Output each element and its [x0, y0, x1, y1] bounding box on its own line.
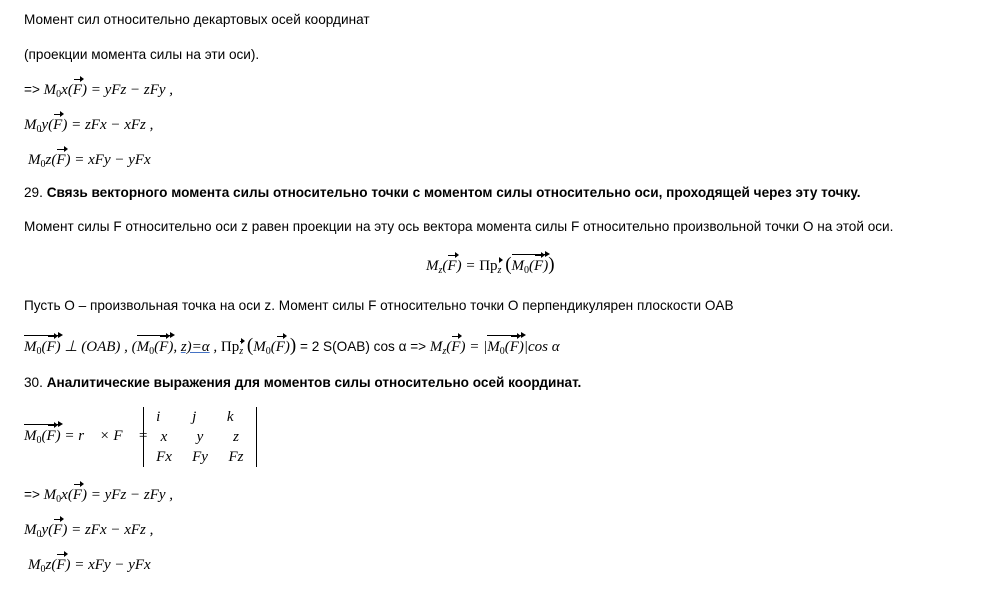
matrix-cell: Fz [228, 448, 244, 465]
matrix-cell: y [196, 428, 204, 445]
matrix-cell: j⃗ [192, 408, 208, 425]
matrix-cell: Fx [156, 448, 172, 465]
formula-projection: $M_z(F) = Пр_z$ $(M_0(F))$ [426, 256, 555, 280]
question-29-text: Момент силы F относительно оси z равен проекции на эту ось вектора момента силы F относительно произвольной точки O на этой оси. [24, 219, 894, 234]
text-line-2: (проекции момента силы на эти оси). [24, 47, 260, 62]
question-30-heading: 30. Аналитические выражения для моментов силы относительно осей координат. [24, 375, 582, 390]
question-29-heading: 29. Связь векторного момента силы относительно точки с моментом силы относительно оси, проходящей через эту точку. [24, 185, 861, 200]
arrow-text: => [24, 82, 40, 97]
text-line-1: Момент сил относительно декартовых осей координат [24, 12, 370, 27]
matrix-cell: Fy [192, 448, 208, 465]
question-29-text-2: Пусть O – произвольная точка на оси z. Момент силы F относительно точки O перпендикулярен плоскости OAB [24, 298, 734, 313]
determinant-matrix [143, 407, 257, 467]
formula-my: $M_0y(F)$ = zFx − xFz , [24, 117, 154, 135]
formula-mx: => $M_0x(F)$ = yFz − zFy , [24, 82, 174, 100]
formula-perpendicular: $M_0(F)$ ⊥ (OAB) , ($M_0(F)$, z)=α , $Пр_z$ $(M_0(F)) = 2$ S(OAB) $\cos \alpha => M_z(F) = |M_0(F)|\cos$ α [24, 337, 560, 361]
formula-mx-2: => $M_0x(F)$ = yFz − zFy , [24, 487, 174, 505]
matrix-cell: x [160, 428, 168, 445]
matrix-cell: z [233, 428, 239, 445]
matrix-cell: i⃗ [156, 408, 172, 425]
formula-mz: $M_0z(F)$ = xFy − yFx [28, 152, 151, 170]
formula-my-2: $M_0y(F)$ = zFx − xFz , [24, 522, 154, 540]
arrow-text: => [24, 487, 40, 502]
matrix-cell: k⃗ [226, 408, 246, 425]
formula-cross-product: $M_0(F)$ = r⃗ × F⃗ = [24, 427, 148, 450]
formula-mz-2: $M_0z(F)$ = xFy − yFx [28, 557, 151, 575]
